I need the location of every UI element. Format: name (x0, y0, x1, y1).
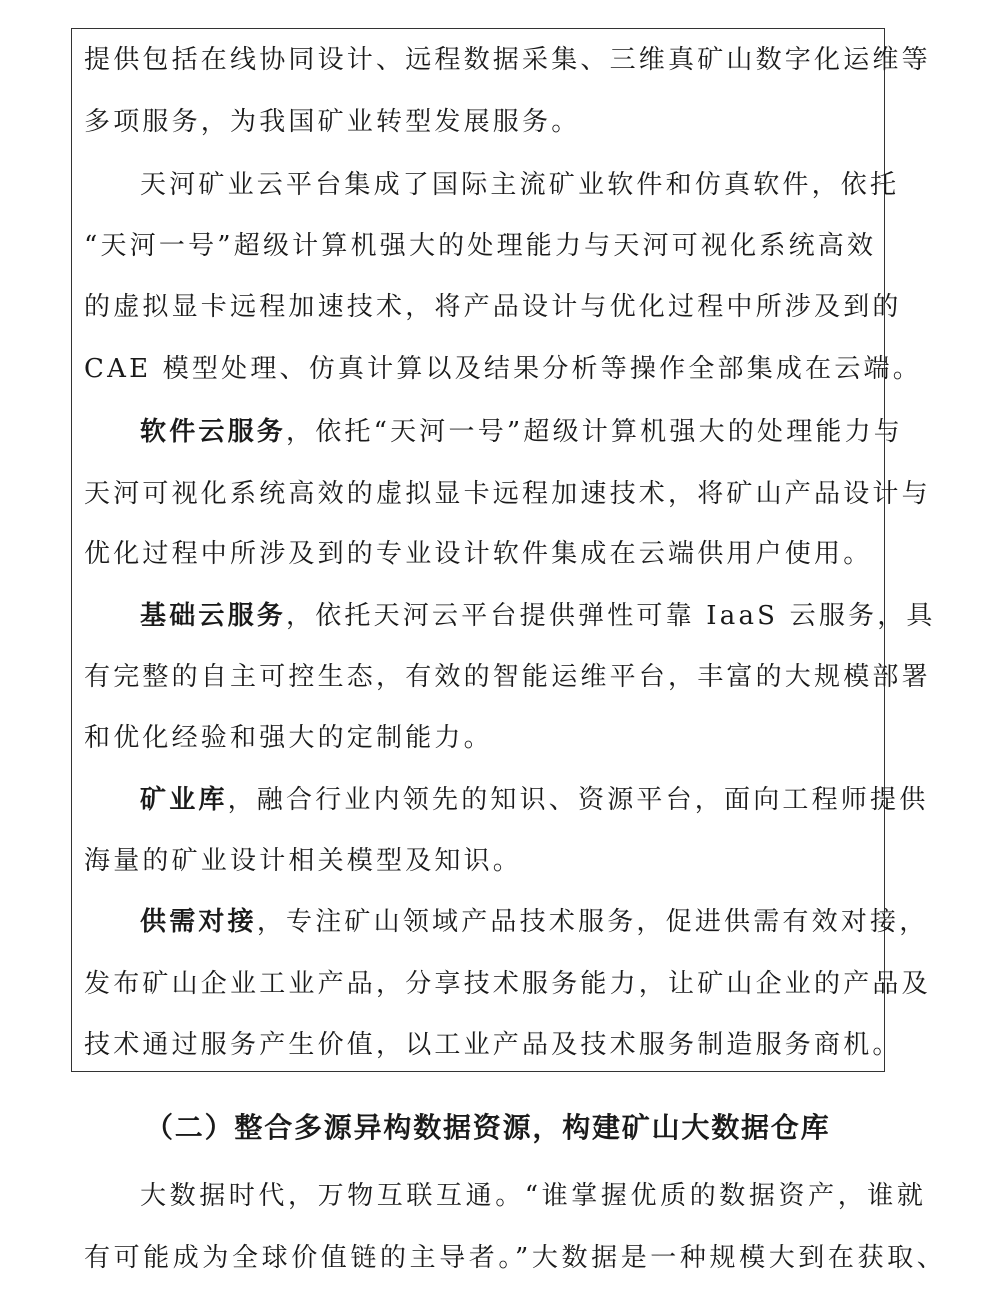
box-text-line (140, 906, 928, 938)
term-infrastructure-cloud: 基础云服务 (140, 601, 287, 631)
box-text-line: 提供包括在线协同设计、远程数据采集、三维真矿山数字化运维等 (84, 45, 931, 75)
box-text-line: 发布矿山企业工业产品，分享技术服务能力，让矿山企业的产品及 (84, 969, 931, 999)
box-text-line: “天河一号”超级计算机强大的处理能力与天河可视化系统高效 (84, 231, 877, 261)
box-text-line (140, 416, 903, 448)
box-text-line: 和优化经验和强大的定制能力。 (84, 723, 493, 753)
paragraph-text: ，专注矿山领域产品技术服务，促进供需有效对接， (256, 907, 929, 937)
term-mining-library: 矿业库 (140, 785, 228, 815)
box-text-line: 海量的矿业设计相关模型及知识。 (84, 846, 523, 876)
box-text-line: 优化过程中所涉及到的专业设计软件集成在云端供用户使用。 (84, 539, 873, 569)
section-heading: （二）整合多源异构数据资源，构建矿山大数据仓库 (145, 1111, 831, 1144)
paragraph-text: ，依托“天河一号”超级计算机强大的处理能力与 (286, 417, 904, 447)
box-text-line: 技术通过服务产生价值，以工业产品及技术服务制造服务商机。 (84, 1030, 902, 1060)
term-software-cloud: 软件云服务 (140, 417, 287, 447)
box-text-line: 有完整的自主可控生态，有效的智能运维平台，丰富的大规模部署 (84, 662, 931, 692)
term-supply-demand: 供需对接 (140, 907, 257, 937)
paragraph-text: ，融合行业内领先的知识、资源平台，面向工程师提供 (227, 785, 929, 815)
box-text-line: 天河矿业云平台集成了国际主流矿业软件和仿真软件，依托 (140, 170, 900, 200)
box-text-line: 的虚拟显卡远程加速技术，将产品设计与优化过程中所涉及到的 (84, 292, 902, 322)
box-text-line: 天河可视化系统高效的虚拟显卡远程加速技术，将矿山产品设计与 (84, 479, 931, 509)
body-text-line: 大数据时代，万物互联互通。“谁掌握优质的数据资产，谁就 (140, 1181, 927, 1211)
box-text-line: CAE 模型处理、仿真计算以及结果分析等操作全部集成在云端。 (84, 354, 922, 384)
paragraph-text: ，依托天河云平台提供弹性可靠 IaaS 云服务，具 (286, 601, 936, 631)
box-text-line: 多项服务，为我国矿业转型发展服务。 (84, 107, 581, 137)
box-text-line (140, 600, 936, 632)
body-text-line: 有可能成为全球价值链的主导者。”大数据是一种规模大到在获取、 (84, 1243, 947, 1273)
box-text-line (140, 784, 928, 816)
